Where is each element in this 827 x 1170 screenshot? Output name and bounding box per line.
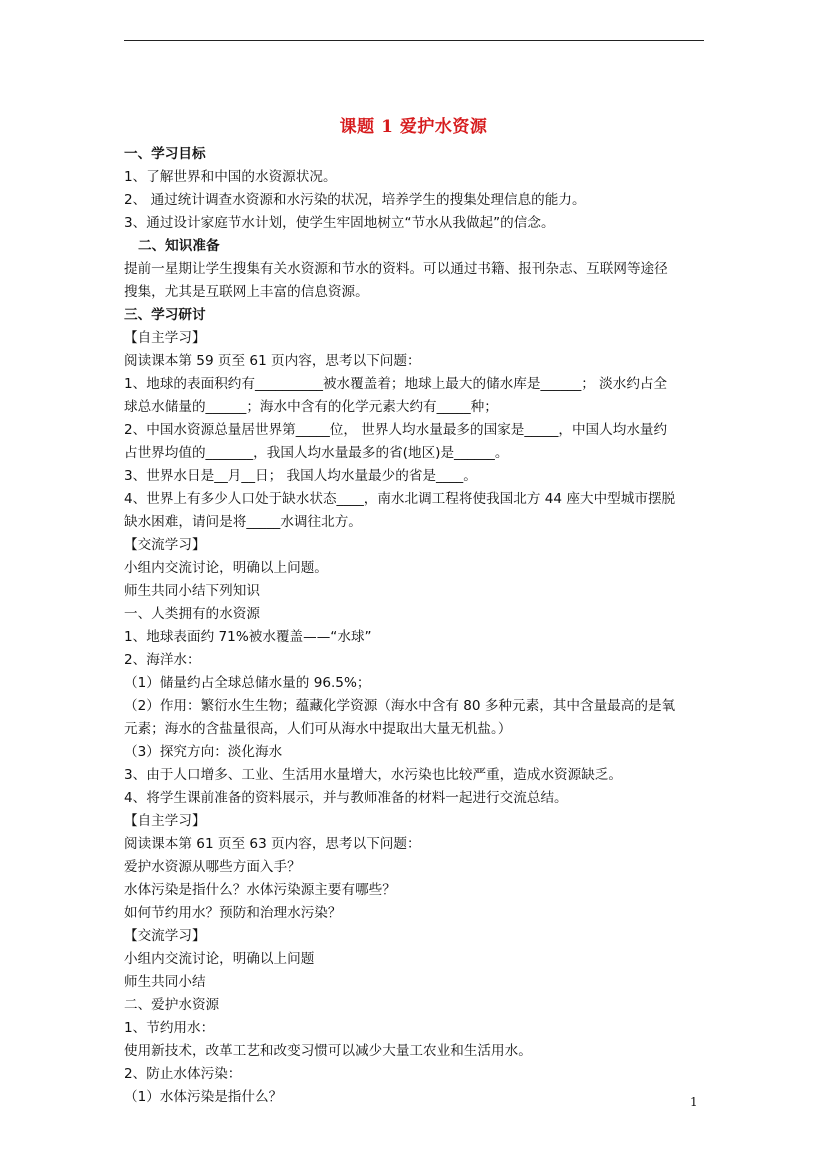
text-line: 一、人类拥有的水资源 [124, 606, 260, 622]
text-line: （2）作用：繁衍水生生物；蕴藏化学资源（海水中含有 80 多种元素，其中含量最高的是氧 [124, 698, 676, 714]
page-title: 课题 1 爱护水资源 [339, 117, 488, 137]
text-line: 1、节约用水： [124, 1020, 215, 1036]
text-line: 4、将学生课前准备的资料展示，并与教师准备的材料一起进行交流总结。 [124, 790, 568, 806]
text-line: 占世界均值的_______，我国人均水量最多的省(地区)是______。 [124, 445, 509, 461]
text-line: 师生共同小结下列知识 [124, 583, 260, 599]
text-line: 阅读课本第 61 页至 63 页内容，思考以下问题： [124, 836, 421, 852]
text-line: 1、了解世界和中国的水资源状况。 [124, 169, 337, 185]
text-line: （1）水体污染是指什么？ [124, 1089, 283, 1105]
text-line: 2、 通过统计调查水资源和水污染的状况，培养学生的搜集处理信息的能力。 [124, 192, 586, 208]
text-line: 爱护水资源从哪些方面入手？ [124, 859, 301, 875]
text-line: 【交流学习】 [124, 928, 206, 944]
text-line: 2、中国水资源总量居世界第_____位， 世界人均水量最多的国家是_____，中国人均水量约 [124, 422, 668, 438]
text-line: 提前一星期让学生搜集有关水资源和节水的资料。可以通过书籍、报刊杂志、互联网等途径 [124, 261, 668, 277]
text-line: 1、地球表面约 71%被水覆盖——“水球” [124, 629, 372, 645]
text-line: 元素；海水的含盐量很高，人们可从海水中提取出大量无机盐。） [124, 721, 512, 737]
page-number: 1 [690, 1095, 698, 1109]
text-line: 水体污染是指什么？水体污染源主要有哪些？ [124, 882, 396, 898]
text-line: （1）储量约占全球总储水量的 96.5%； [124, 675, 371, 691]
header-rule [124, 40, 704, 41]
text-line: 小组内交流讨论，明确以上问题 [124, 951, 315, 967]
text-line: 【自主学习】 [124, 813, 206, 829]
text-line: 使用新技术，改革工艺和改变习惯可以减少大量工农业和生活用水。 [124, 1043, 532, 1059]
text-line: 2、海洋水： [124, 652, 201, 668]
section-heading: 三、学习研讨 [124, 307, 206, 323]
text-line: （3）探究方向：淡化海水 [124, 744, 283, 760]
text-line: 【自主学习】 [124, 330, 206, 346]
text-line: 【交流学习】 [124, 537, 206, 553]
section-heading: 一、学习目标 [124, 146, 206, 162]
text-line: 1、地球的表面积约有__________被水覆盖着；地球上最大的储水库是______； 淡水约占全 [124, 376, 668, 392]
text-line: 3、由于人口增多、工业、生活用水量增大，水污染也比较严重，造成水资源缺乏。 [124, 767, 623, 783]
text-line: 2、防止水体污染： [124, 1066, 242, 1082]
text-line: 4、世界上有多少人口处于缺水状态____，南水北调工程将使我国北方 44 座大中型城市摆脱 [124, 491, 676, 507]
text-line: 如何节约用水？预防和治理水污染？ [124, 905, 342, 921]
text-line: 师生共同小结 [124, 974, 206, 990]
text-line: 阅读课本第 59 页至 61 页内容，思考以下问题： [124, 353, 421, 369]
text-line: 3、通过设计家庭节水计划，使学生牢固地树立“节水从我做起”的信念。 [124, 215, 555, 231]
text-line: 3、世界水日是__月__日； 我国人均水量最少的省是____。 [124, 468, 477, 484]
text-line: 缺水困难，请问是将_____水调往北方。 [124, 514, 362, 530]
text-line: 球总水储量的______；海水中含有的化学元素大约有_____种； [124, 399, 498, 415]
document-body [124, 143, 708, 1109]
text-line: 二、爱护水资源 [124, 997, 220, 1013]
section-heading: 二、知识准备 [138, 238, 220, 254]
text-line: 搜集，尤其是互联网上丰富的信息资源。 [124, 284, 369, 300]
text-line: 小组内交流讨论，明确以上问题。 [124, 560, 328, 576]
